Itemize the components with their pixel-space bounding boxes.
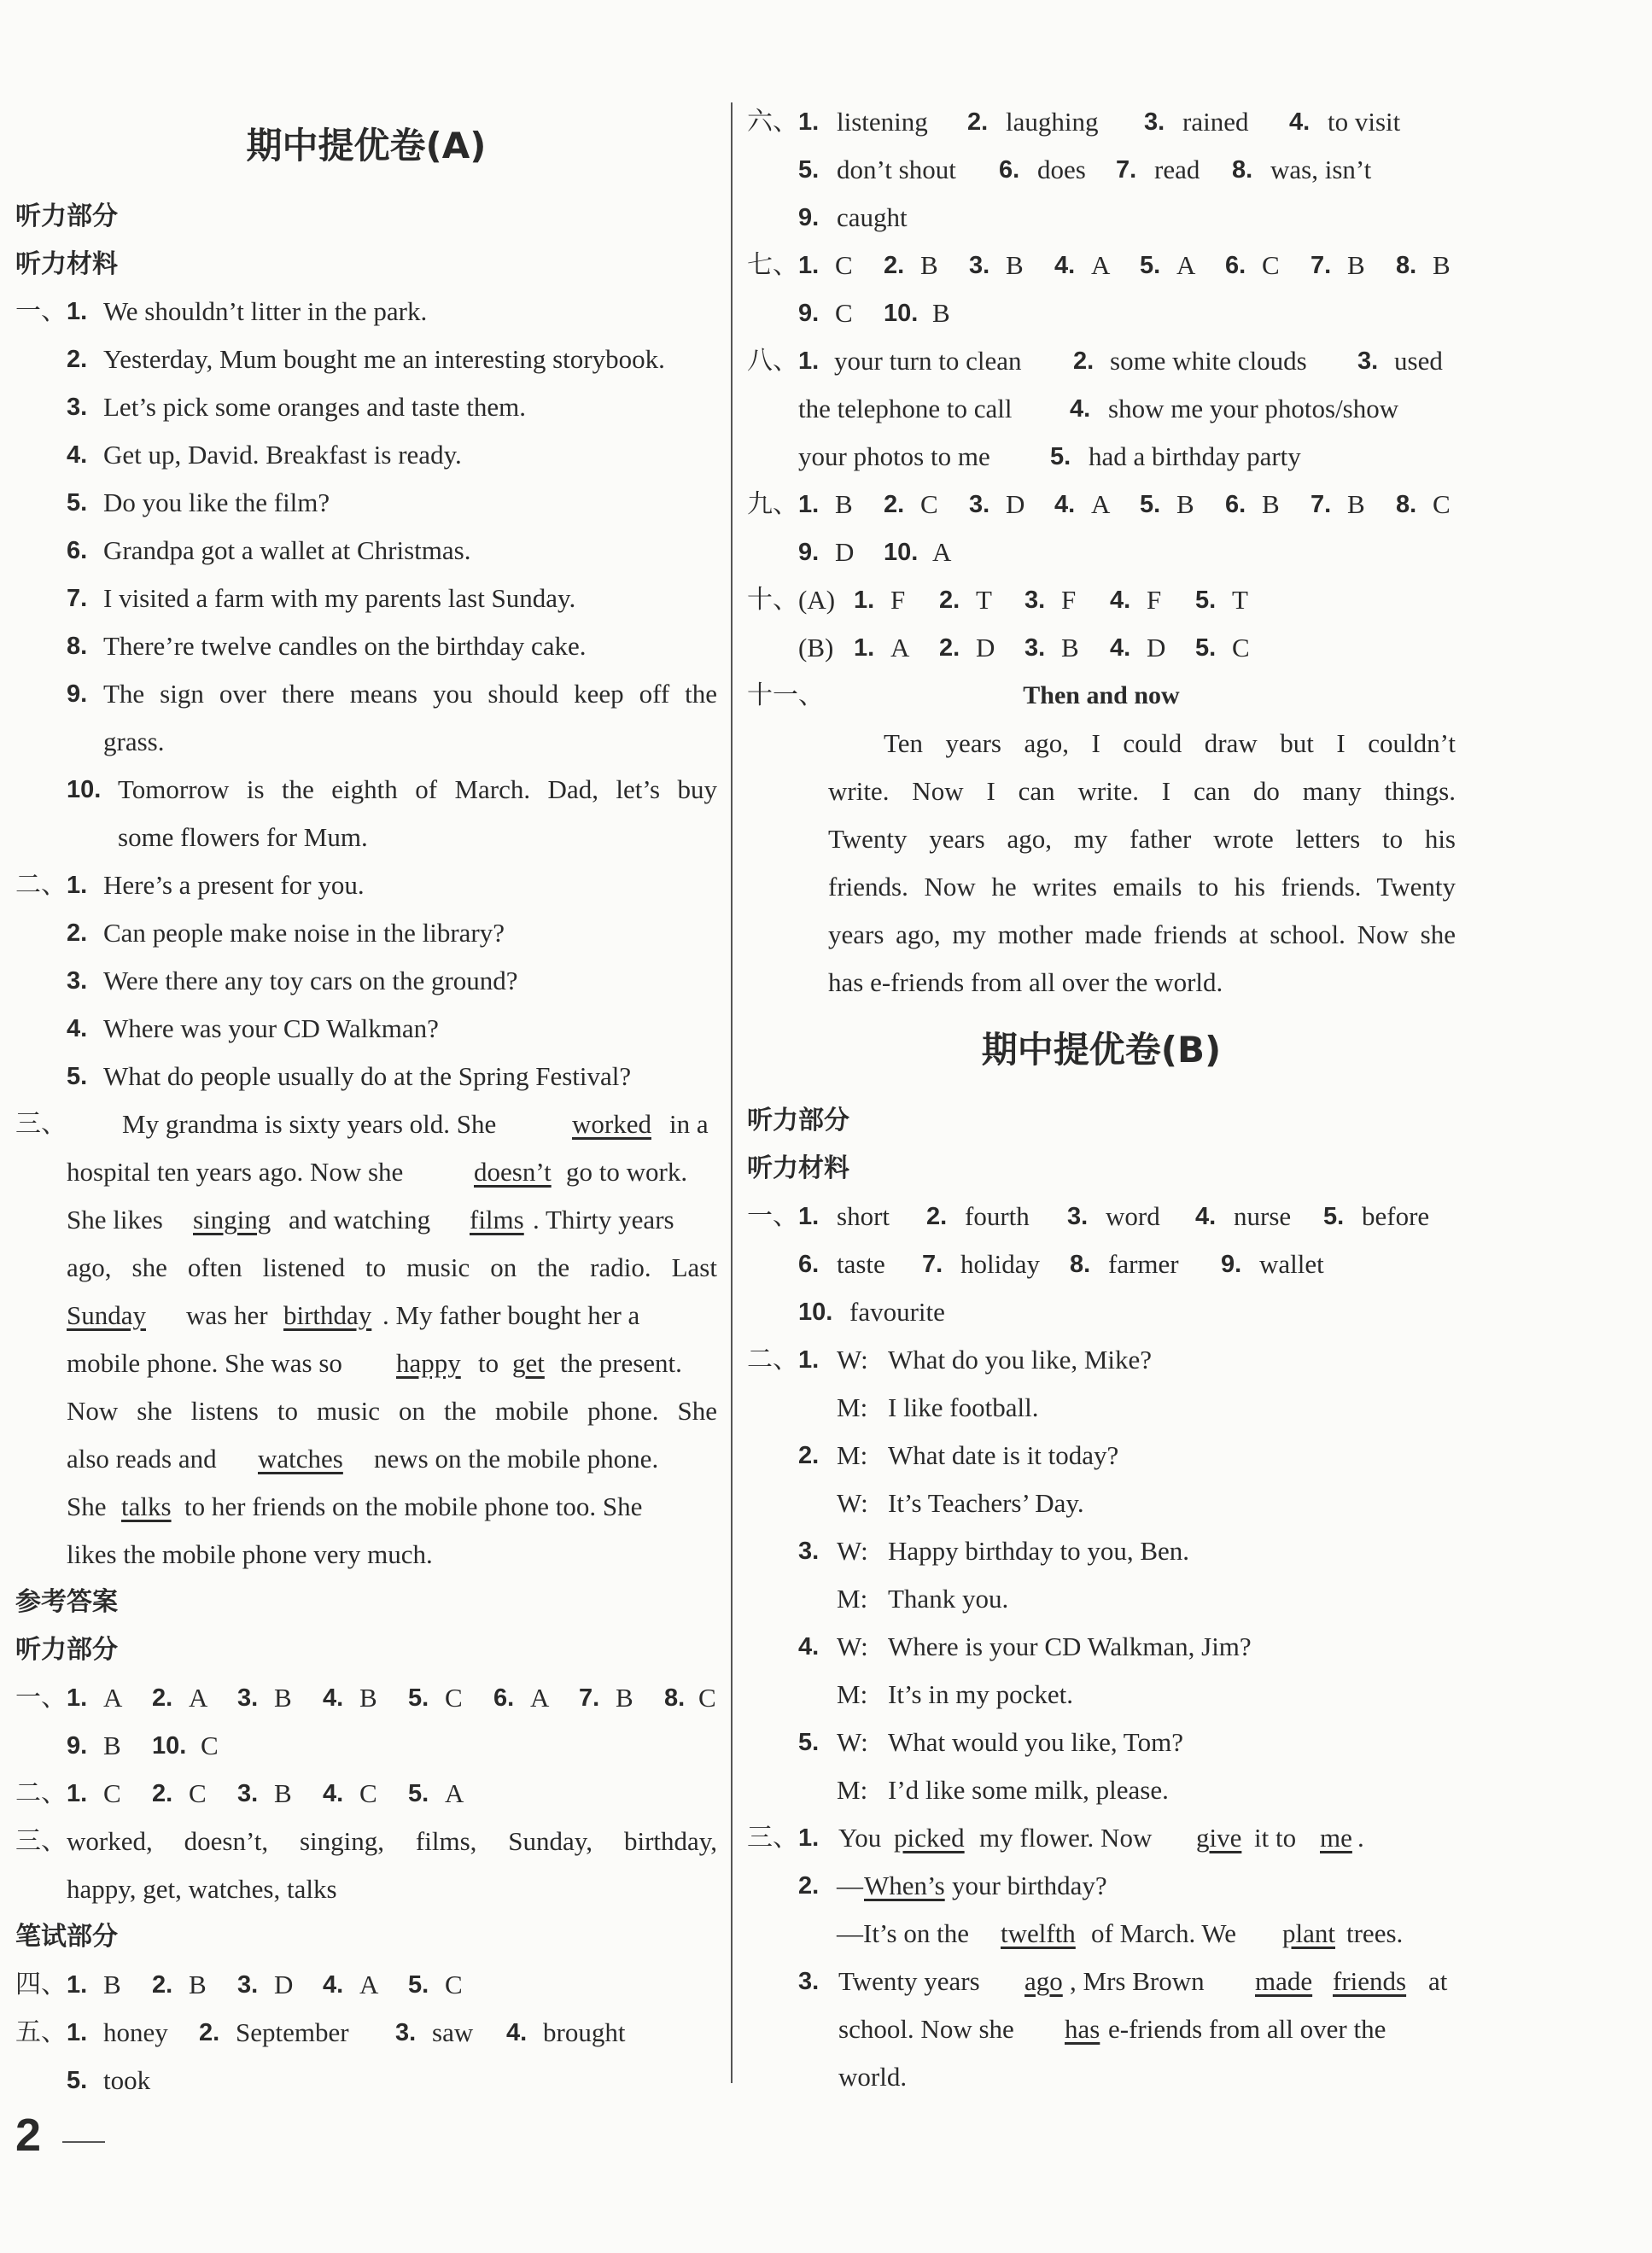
list-item: 6. Grandpa got a wallet at Christmas.: [67, 535, 471, 565]
passage-line: Sunday was her birthday . My father bought her a: [67, 1300, 640, 1330]
passage-line: mobile phone. She was so happy to get the present.: [67, 1348, 682, 1378]
materials-heading-b: 听力材料: [747, 1153, 849, 1183]
answer-row: your photos to me 5. had a birthday party: [798, 441, 1301, 471]
list-item: 5. What do people usually do at the Spring Festival?: [67, 1061, 632, 1091]
list-item: 8. There’re twelve candles on the birthday cake.: [67, 631, 587, 661]
page-number: 2: [15, 2110, 42, 2161]
passage-line: hospital ten years ago. Now she doesn’t go to work.: [67, 1157, 688, 1187]
essay-line: Ten years ago, I could draw but I couldn’t: [884, 728, 1456, 758]
answer-row: 六、 1. listening 2. laughing 3. rained 4. to visit: [747, 107, 1401, 137]
list-item: 3. Were there any toy cars on the ground?: [67, 966, 518, 995]
dialog-line: 4. W: Where is your CD Walkman, Jim?: [798, 1631, 1252, 1661]
sentence-line: school. Now she has e-friends from all over the: [838, 2014, 1386, 2044]
listening-heading-b: 听力部分: [747, 1106, 849, 1135]
answers-heading: 参考答案: [15, 1587, 118, 1617]
essay-heading-row: 十一、: [747, 680, 824, 710]
list-item: 2. Can people make noise in the library?: [67, 918, 505, 948]
answer-row: 9. D 10. A: [798, 537, 952, 567]
answer-row: 七、 1. C 2. B 3. B 4. A 5. A 6. C 7. B 8. B: [747, 250, 1451, 280]
dialog-line: 二、 1. W: What do you like, Mike?: [747, 1345, 1153, 1375]
essay-line: has e-friends from all over the world.: [828, 967, 1223, 997]
dialog-line: M: It’s in my pocket.: [837, 1679, 1073, 1709]
listening-heading: 听力部分: [15, 201, 118, 231]
sentence-line: 3. Twenty years ago , Mrs Brown made friends at: [798, 1966, 1448, 1996]
answer-row: 二、 1. C 2. C 3. B 4. C 5. A: [15, 1778, 464, 1808]
passage-line: ago, she often listened to music on the radio. Last: [67, 1252, 717, 1282]
essay-line: friends. Now he writes emails to his friends. Twenty: [828, 872, 1456, 902]
exam-a-title: 期中提优卷(A): [246, 125, 487, 166]
column-divider: [731, 102, 733, 2083]
answer-row: 10. favourite: [798, 1297, 945, 1327]
page-number-rule: [62, 2141, 105, 2143]
passage-line: She talks to her friends on the mobile phone too. She: [67, 1491, 643, 1521]
materials-heading: 听力材料: [15, 249, 118, 279]
listening-heading-2: 听力部分: [15, 1635, 118, 1665]
list-item: 4. Get up, David. Breakfast is ready.: [67, 440, 462, 470]
list-item: 二、 1. Here’s a present for you.: [15, 870, 365, 900]
passage-line: 三、 My grandma is sixty years old. She worked in a: [15, 1109, 709, 1139]
dialog-line: M: Thank you.: [837, 1584, 1009, 1614]
dialog-line: M: I’d like some milk, please.: [837, 1775, 1169, 1805]
sentence-line: 2. — When’s your birthday?: [798, 1871, 1107, 1900]
answer-row: 十、 (A) 1. F 2. T 3. F 4. F 5. T: [747, 585, 1248, 615]
list-item: some flowers for Mum.: [118, 822, 368, 852]
sentence-line: world.: [838, 2062, 908, 2092]
answer-row: 八、 1. your turn to clean 2. some white clouds 3. used: [747, 346, 1443, 376]
answer-row: 9. B 10. C: [67, 1731, 219, 1760]
essay-line: write. Now I can write. I can do many things.: [828, 776, 1456, 806]
passage-line: Now she listens to music on the mobile phone. She: [67, 1396, 717, 1426]
passage-line: likes the mobile phone very much.: [67, 1539, 433, 1569]
list-item: 9. The sign over there means you should keep off the: [67, 679, 717, 709]
answer-row: 三、 worked, doesn’t, singing, films, Sunday, birthday,: [15, 1826, 717, 1856]
essay-line: Twenty years ago, my father wrote letters to his: [828, 824, 1456, 854]
answer-row: 5. don’t shout 6. does 7. read 8. was, isn’t: [798, 155, 1372, 184]
list-item: 5. Do you like the film?: [67, 487, 330, 517]
answer-row: 9. caught: [798, 202, 908, 232]
answer-row: (B) 1. A 2. D 3. B 4. D 5. C: [798, 633, 1250, 662]
list-item: grass.: [103, 727, 165, 756]
list-item: 一、 1. We shouldn’t litter in the park.: [15, 296, 428, 326]
answer-row: the telephone to call 4. show me your photos/show: [798, 394, 1399, 423]
answer-row: 5. took: [67, 2065, 151, 2095]
exam-b-title: 期中提优卷(B): [981, 1029, 1222, 1071]
answer-row: happy, get, watches, talks: [67, 1874, 337, 1904]
answer-row: 五、 1. honey 2. September 3. saw 4. brought: [15, 2017, 626, 2047]
passage-line: She likes singing and watching films . Thirty years: [67, 1205, 674, 1234]
dialog-line: 3. W: Happy birthday to you, Ben.: [798, 1536, 1190, 1566]
list-item: 3. Let’s pick some oranges and taste them.: [67, 392, 527, 422]
list-item: 7. I visited a farm with my parents last Sunday.: [67, 583, 576, 613]
answer-row: 6. taste 7. holiday 8. farmer 9. wallet: [798, 1249, 1324, 1279]
answer-row: 九、 1. B 2. C 3. D 4. A 5. B 6. B 7. B 8. C: [747, 489, 1451, 519]
dialog-line: W: It’s Teachers’ Day.: [837, 1488, 1084, 1518]
list-item: 2. Yesterday, Mum bought me an interesting storybook.: [67, 344, 665, 374]
written-heading: 笔试部分: [15, 1922, 118, 1952]
dialog-line: 2. M: What date is it today?: [798, 1440, 1119, 1470]
dialog-line: M: I like football.: [837, 1392, 1039, 1422]
essay-title: Then and now: [1023, 681, 1180, 709]
answer-row: 四、 1. B 2. B 3. D 4. A 5. C: [15, 1970, 463, 1999]
answer-row: 9. C 10. B: [798, 298, 950, 328]
answer-row: 一、 1. A 2. A 3. B 4. B 5. C 6. A 7. B 8. C: [15, 1683, 716, 1713]
passage-line: also reads and watches news on the mobile phone.: [67, 1444, 659, 1474]
dialog-line: 5. W: What would you like, Tom?: [798, 1727, 1183, 1757]
sentence-line: —It’s on the twelfth of March. We plant trees.: [837, 1918, 1404, 1948]
list-item: 4. Where was your CD Walkman?: [67, 1013, 439, 1043]
answer-row: 一、 1. short 2. fourth 3. word 4. nurse 5. before: [747, 1201, 1430, 1231]
sentence-line: 三、 1. You picked my flower. Now give it to me .: [747, 1823, 1364, 1853]
list-item: 10. Tomorrow is the eighth of March. Dad, let’s buy: [67, 774, 717, 804]
essay-line: years ago, my mother made friends at school. Now she: [828, 919, 1456, 949]
